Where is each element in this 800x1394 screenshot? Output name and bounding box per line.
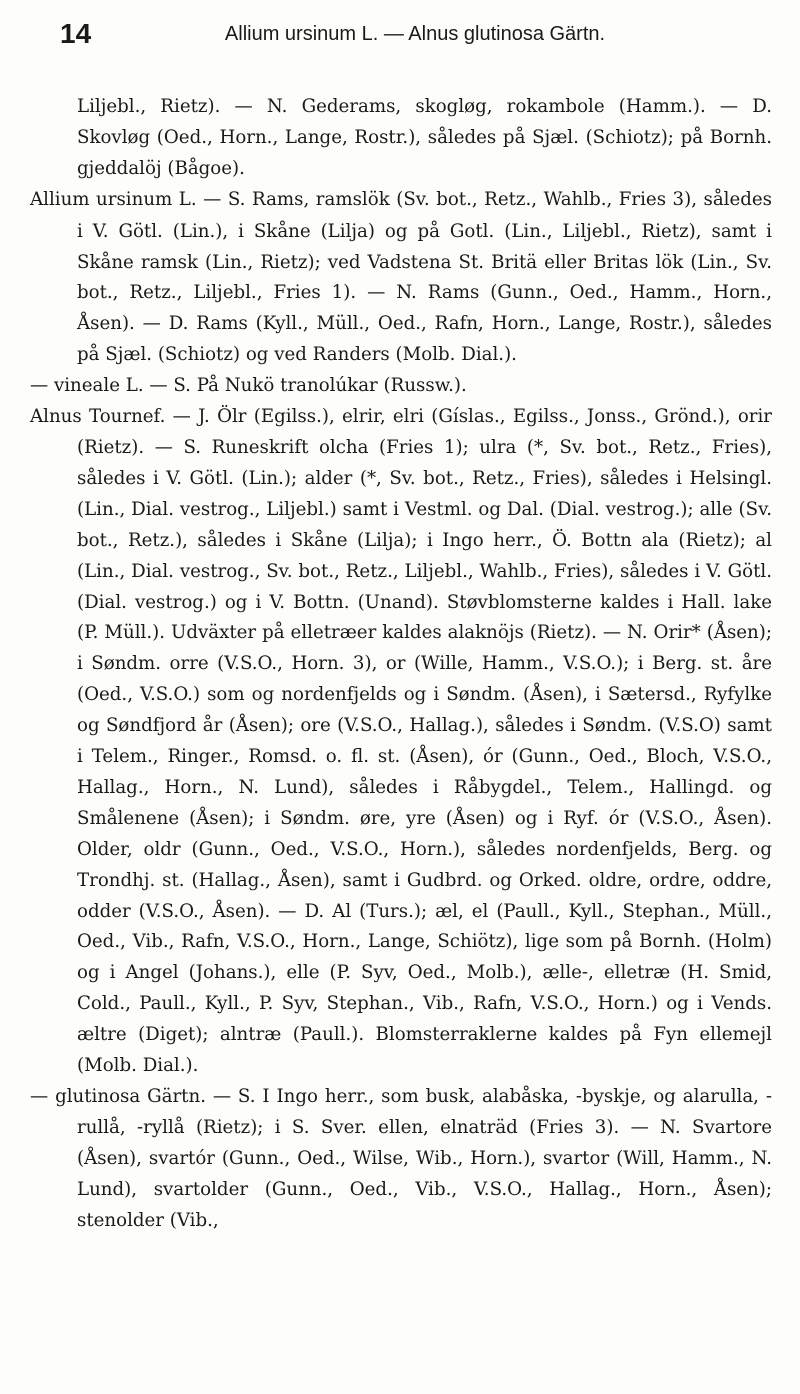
running-head [60,14,730,54]
entry-alnus-glutinosa: — glutinosa Gärtn. — S. I Ingo herr., som busk, alabåska, -byskje, og alarulla, -rullå, -ryllå (Rietz); i S. Sver. ellen, elnaträd (Fries 3). — N. Svartore (Åsen), svartór (Gunn., Oed., Wilse, Wib., Horn.), svartor (Will, Hamm., N. Lund), svartolder (Gunn., Oed., Vib., V.S.O., Hallag., Horn., Åsen); stenolder (Vib., [30,1086,772,1231]
entry-allium-ursinum [30,185,772,371]
page-number: 14 [60,18,92,49]
entry-allium-vineale: — vineale L. — S. På Nukö tranolúkar (Russw.). [30,375,467,397]
body-text [30,92,772,1237]
paragraph-continuation: Liljebl., Rietz). — N. Gederams, skogløg, rokambole (Hamm.). — D. Skovløg (Oed., Horn., Lange, Rostr.), således på Sjæl. (Schiotz); på Bornh. gjeddalöj (Bågoe). [77,96,772,179]
entry-alnus: Alnus Tournef. — J. Ölr (Egilss.), elrir, elri (Gíslas., Egilss., Jonss., Grönd.), orir (Rietz). — S. Runeskrift olcha (Fries 1); ulra (*, Sv. bot., Retz., Fries), således i V. Götl. (Lin.); alder (*, Sv. bot., Retz., Fries), således i Helsingl. (Lin., Dial. vestrog., Liljebl.) samt i Vestml. og Dal. (Dial. vestrog.); alle (Sv. bot., Retz.), således i Skåne (Lilja); i Ingo herr., Ö. Bottn ala (Rietz); al (Lin., Dial. vestrog., Sv. bot., Retz., Liljebl., Wahlb., Fries), således i V. Götl. (Dial. vestrog.) og i V. Bottn. (Unand). Støvblomsterne kaldes i Hall. lake (P. Müll.). Udväxter på elletræer kaldes alaknöjs (Rietz). — N. Orir* (Åsen); i Søndm. orre (V.S.O., Horn. 3), or (Wille, Hamm., V.S.O.); i Berg. st. åre (Oed., V.S.O.) som og nordenfjelds og i Søndm. (Åsen), i Sætersd., Ryfylke og Søndfjord år (Åsen); ore (V.S.O., Hallag.), således i Søndm. (V.S.O) samt i Telem., Ringer., Romsd. o. fl. st. (Åsen), ór (Gunn., Oed., Bloch, V.S.O., Hallag., Horn., N. Lund), således i Råbygdel., Telem., Hallingd. og Smålenene (Åsen); i Søndm. øre, yre (Åsen) og i Ryf. ór (V.S.O., Åsen). Older, oldr (Gunn., Oed., V.S.O., Horn.), således nordenfjelds, Berg. og Trondhj. st. (Hallag., Åsen), samt i Gudbrd. og Orked. oldre, ordre, oddre, odder (V.S.O., Åsen). — D. Al (Turs.); æl, el (Paull., Kyll., Stephan., Müll., Oed., Vib., Rafn, V.S.O., Horn., Lange, Schiötz), lige som på Bornh. (Holm) og i Angel (Johans.), elle (P. Syv, Oed., Molb.), ælle-, elletræ (H. Smid, Cold., Paull., Kyll., P. Syv, Stephan., Vib., Rafn, V.S.O., Horn.) og i Vends. æltre (Diget); alntræ (Paull.). Blomsterraklerne kaldes på Fyn ellemejl (Molb. Dial.). [30,406,772,1077]
entry-allium-ursinum-text: Allium ursinum L. — S. Rams, ramslök (Sv. bot., Retz., Wahlb., Fries 3), således i V. Götl. (Lin.), i Skåne (Lilja) og på Gotl. (Lin., Liljebl., Rietz), samt i Skåne ramsk (Lin., Rietz); ved Vadstena St. Britä eller Britas lök (Lin., Sv. bot., Retz., Liljebl., Fries 1). — N. Rams (Gunn., Oed., Hamm., Horn., Åsen). — D. Rams (Kyll., Müll., Oed., Rafn, Horn., Lange, Rostr.), således på Sjæl. (Schiotz) og ved Randers (Molb. Dial.). [30,188,772,366]
running-head-title: Allium ursinum L. — Alnus glutinosa Gärtn. [224,22,606,45]
